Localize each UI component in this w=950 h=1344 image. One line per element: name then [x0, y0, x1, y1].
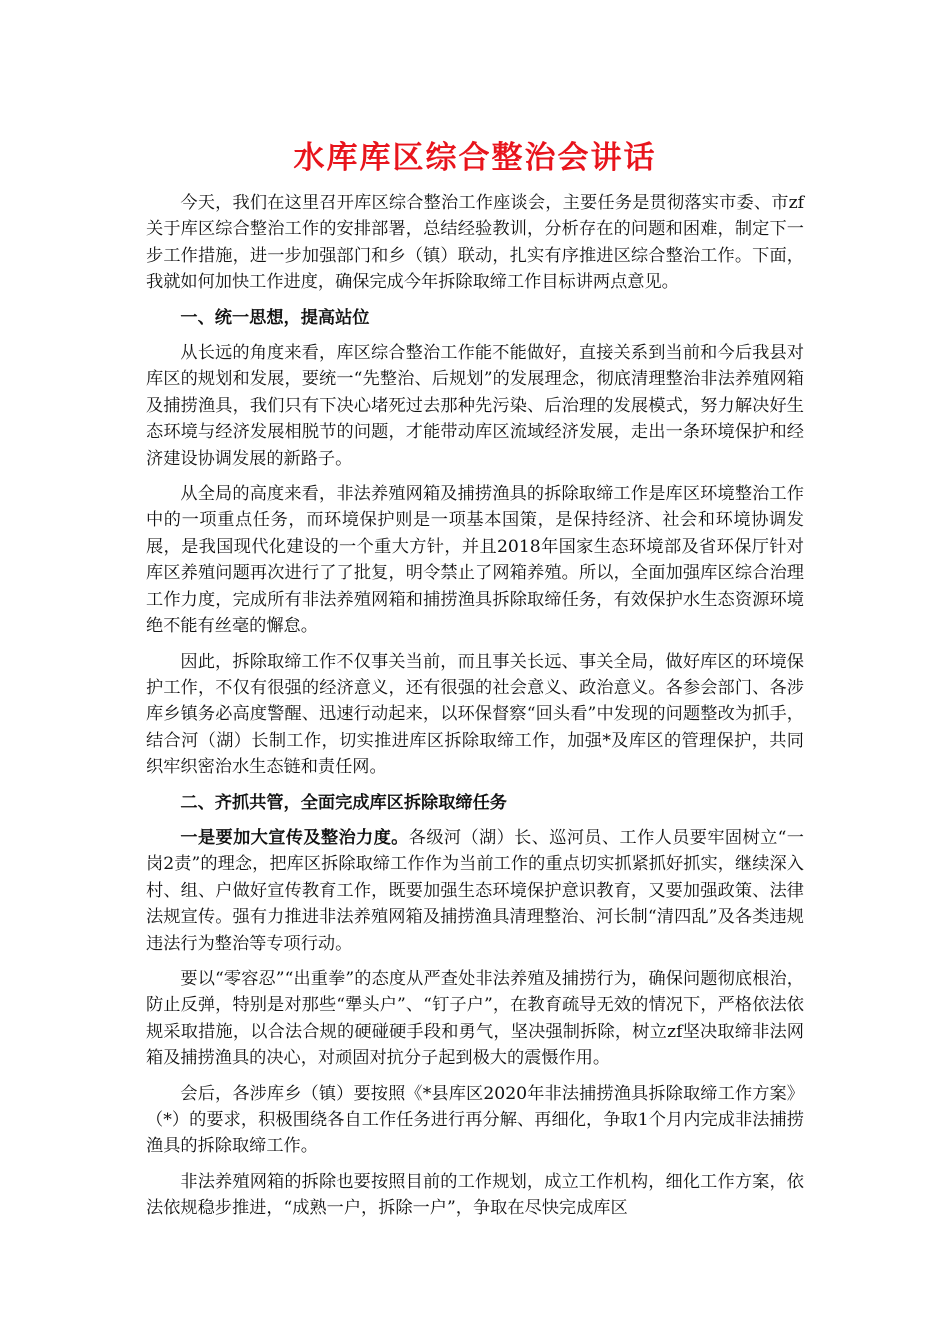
paragraph-long-term-view: 从长远的角度来看，库区综合整治工作能不能做好，直接关系到当前和今后我县对库区的规划和发展，要统一“先整治、后规划”的发展理念，彻底清理整治非法养殖网箱及捕捞渔具，我们只有下决心堵死过去那种先污染、后治理的发展模式，努力解决好生态环境与经济发展相脱节的问题，才能带动库区流域经济发展，走出一条环境保护和经济建设协调发展的新路子。 — [146, 343, 804, 469]
document-title: 水库库区综合整治会讲话 — [293, 140, 657, 176]
paragraph-publicity — [146, 825, 804, 957]
section-heading-2: 二、齐抓共管，全面完成库区拆除取缔任务 — [180, 792, 507, 813]
paragraph-therefore: 因此，拆除取缔工作不仅事关当前，而且事关长远、事关全局，做好库区的环境保护工作，不仅有很强的经济意义，还有很强的社会意义、政治意义。各参会部门、各涉库乡镇务必高度警醒、迅速行动起来，以环保督察“回头看”中发现的问题整改为抓手，结合河（湖）长制工作，切实推进库区拆除取缔工作，加强*及库区的管理保护，共同织牢织密治水生态链和责任网。 — [146, 651, 804, 778]
section-heading-1: 一、统一思想，提高站位 — [180, 307, 370, 328]
paragraph-zero-tolerance: 要以“零容忍”“出重拳”的态度从严查处非法养殖及捕捞行为，确保问题彻底根治，防止反弹，特别是对那些“犟头户”、“钉子户”，在教育疏导无效的情况下，严格依法依规采取措施，以合法合规的硬碰硬手段和勇气，坚决强制拆除，树立zf坚决取缔非法网箱及捕捞渔具的决心，对顽固对抗分子起到极大的震慑作用。 — [146, 968, 804, 1069]
document-body — [146, 190, 804, 1222]
paragraph-net-cage-removal: 非法养殖网箱的拆除也要按照目前的工作规划，成立工作机构，细化工作方案，依法依规稳步推进，“成熟一户，拆除一户”，争取在尽快完成库区 — [146, 1171, 804, 1219]
paragraph-after-meeting: 会后，各涉库乡（镇）要按照《*县库区2020年非法捕捞渔具拆除取缔工作方案》（*）的要求，积极围绕各自工作任务进行再分解、再细化，争取1个月内完成非法捕捞渔具的拆除取缔工作。 — [146, 1083, 804, 1157]
paragraph-overall-view: 从全局的高度来看，非法养殖网箱及捕捞渔具的拆除取缔工作是库区环境整治工作中的一项重点任务，而环境保护则是一项基本国策，是保持经济、社会和环境协调发展，是我国现代化建设的一个重大方针，并且2018年国家生态环境部及省环保厅针对库区养殖问题再次进行了了批复，明令禁止了网箱养殖。所以，全面加强库区综合治理工作力度，完成所有非法养殖网箱和捕捞渔具拆除取缔任务，有效保护水生态资源环境绝不能有丝毫的懈怠。 — [146, 484, 804, 637]
paragraph-intro: 今天，我们在这里召开库区综合整治工作座谈会，主要任务是贯彻落实市委、市zf关于库区综合整治工作的安排部署，总结经验教训，分析存在的问题和困难，制定下一步工作措施，进一步加强部门和乡（镇）联动，扎实有序推进区综合整治工作。下面，我就如何加快工作进度，确保完成今年拆除取缔工作目标讲两点意见。 — [146, 193, 804, 293]
paragraph-rest-text: 各级河（湖）长、巡河员、工作人员要牢固树立“一岗2责”的理念，把库区拆除取缔工作作为当前工作的重点切实抓紧抓好抓实，继续深入村、组、户做好宣传教育工作，既要加强生态环境保护意识教育，又要加强政策、法律法规宣传。强有力推进非法养殖网箱及捕捞渔具清理整治、河长制“清四乱”及各类违规违法行为整治等专项行动。 — [146, 827, 804, 954]
paragraph-lead-text: 一是要加大宣传及整治力度。 — [180, 827, 409, 848]
